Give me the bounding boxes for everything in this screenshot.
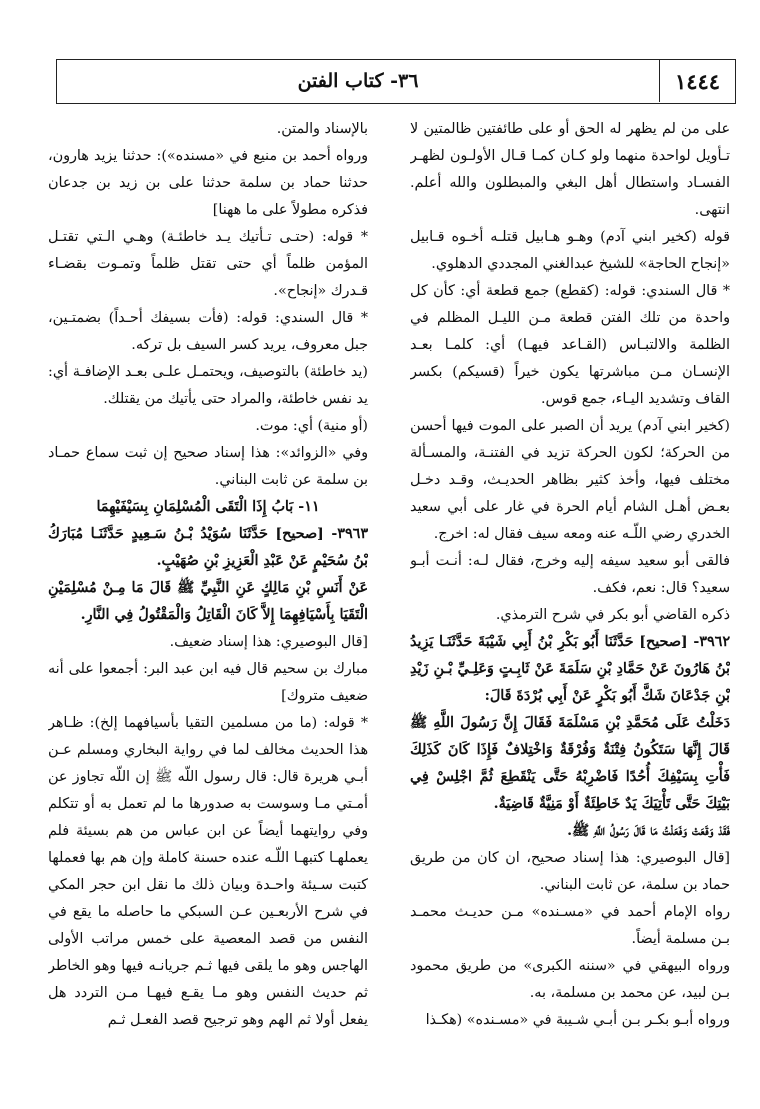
right-text-column (410, 116, 730, 1096)
hadith-isnad: ٣٩٦٢- [صحيح] حَدَّثَنَا أَبُو بَكْرِ بْنُ أَبِي شَيْبَةَ حَدَّثَنَـا يَزِيدُ بْنُ هَارُونَ عَنْ حَمَّادِ بْنِ سَلَمَةَ عَنْ ثَابِـتٍ وَعَلِـيِّ بْـنِ زَيْدِ بْنِ جَدْعَانَ شَكَّ أَبُو بَكْرٍ عَنْ أَبِي بُرْدَةَ قَالَ: (410, 634, 730, 704)
hadith-matn: فَقَدْ وَقَعَتْ وَفَعَلْتُ مَا قَالَ رَسُولُ اللَّهِ ﷺ. (567, 823, 730, 839)
paragraph: على من لم يظهر له الحق أو على طائفتين ظالمتين لا تـأويل لواحدة منهما ولو كـان كمـا قـال الأولـون لظهـر الفسـاد واستطال أهل البغي والمبطلون والله أعلم. انتهى. (410, 121, 730, 218)
section-heading: ١١- بَابُ إِذَا الْتَقَى الْمُسْلِمَانِ بِسَيْفَيْهِمَا (96, 499, 320, 515)
paragraph: * قوله: (ما من مسلمين التقيا بأسيافهما إلخ): ظـاهر هذا الحديث مخالف لما في رواية البخاري ومسلم عـن أبـي هريرة قال: قال رسول اللّه ﷺ إن اللّه تجاوز عن أمـتي مـا وسوست به صدورها ما لم تعمل به أو تتكلم وفي روايتهما أيضاً عن ابن عباس من هم بسيئة فلم يعملهـا كتبهـا اللّـه عنده حسنة كاملة وإن هم بها فعملها كتبت سـيئة واحـدة وبيان ذلك ما نقل ابن حجر المكي في شرح الأربعـين عـن السبكي ما حاصله ما يقع في النفس من قصد المعصية على خمس مراتب الأولى الهاجس وهو ما يلقى فيها ثـم جريانـه فيها وهو الخاطر ثم حديث النفس وهو مـا يقـع فيهـا مـن التردد هل يفعل أولا ثم الهم وهو ترجيح قصد الفعـل ثـم (48, 715, 368, 1028)
left-text-column (48, 116, 368, 1096)
paragraph: (كخير ابني آدم) يريد أن الصبر على الموت فيها أحسن من الحركة؛ لكون الحركة تزيد في الفتنـة، والمسـألة مختلف فيها، وأخذ كثير بظاهر الحديـث، وقـد دخـل بعـض أهـل الشام أيام الحرة في غار على أبي سعيد الخدري رضي اللّـه عنه ومعه سيف فقال له: اخرج. (410, 418, 730, 542)
paragraph: مبارك بن سحيم قال فيه ابن عبد البر: أجمعوا على أنه ضعيف متروك] (48, 661, 368, 704)
page-header (56, 59, 736, 104)
paragraph: (أو منية) أي: موت. (255, 418, 368, 434)
paragraph: ورواه أبـو بكـر بـن أبـي شـيبة في «مسـنده» (هكـذا (425, 1012, 730, 1028)
paragraph: ذكره القاضي أبو بكر في شرح الترمذي. (495, 607, 730, 623)
paragraph: [قال البوصيري: هذا إسناد ضعيف. (169, 634, 368, 650)
paragraph: (يد خاطئة) بالتوصيف، ويحتمـل علـى بعـد الإضافـة أي: يد نفس خاطئة، والمراد حتى يأتيك من يقتلك. (48, 364, 368, 407)
paragraph: * قال السندي: قوله: (فأت بسيفك أحـداً) بضمتـين، جبل معروف، يريد كسر السيف بل تركه. (48, 310, 368, 353)
paragraph: * قوله: (حتـى تـأتيك يـد خاطئـة) وهـي الـتي تقتـل المؤمن ظلماً أي حتى تقتل ظلماً وتمـوت بقضـاء قـدرك «إنجاح». (48, 229, 368, 299)
paragraph: ورواه البيهقي في «سننه الكبرى» من طريق محمود بـن لبيد، عن محمد بن مسلمة، به. (410, 958, 730, 1001)
paragraph: قوله (كخير ابني آدم) وهـو هـابيل قتلـه أخـوه قـابيل «إنجاح الحاجة» للشيخ عبدالغني المجددي الدهلوي. (410, 229, 730, 272)
paragraph: وفي «الزوائد»: هذا إسناد صحيح إن ثبت سماع حمـاد بن سلمة عن ثابت البناني. (48, 445, 368, 488)
paragraph: [قال البوصيري: هذا إسناد صحيح، ان كان من طريق حماد بن سلمة، عن ثابت البناني. (410, 850, 730, 893)
paragraph: ورواه أحمد بن منيع في «مسنده»): حدثنا يزيد هارون، حدثنا حماد بن سلمة حدثنا على بن زيد بن جدعان فذكره مطولاً على ما ههنا] (48, 148, 368, 218)
page-number: ١٤٤٤ (659, 60, 735, 102)
paragraph: فالقى أبو سعيد سيفه إليه وخرج، فقال لـه: أنـت أبـو سعيد؟ قال: نعم، فكف. (410, 553, 730, 596)
paragraph: بالإسناد والمتن. (276, 121, 368, 137)
paragraph: رواه الإمام أحمد في «مسـنده» مـن حديـث محمـد بـن مسلمة أيضاً. (410, 904, 730, 947)
hadith-matn: عَنْ أَنَسِ بْنِ مَالِكٍ عَنِ النَّبِيِّ ﷺ قَالَ مَا مِـنْ مُسْلِمَيْنِ الْتَقَيَا بِأَسْيَافِهِمَا إِلاَّ كَانَ الْقَاتِلُ وَالْمَقْتُولُ فِي النَّارِ. (48, 580, 368, 623)
hadith-matn: دَخَلْتُ عَلَى مُحَمَّدِ بْنِ مَسْلَمَةَ فَقَالَ إِنَّ رَسُولَ اللَّهِ ﷺ قَالَ إِنَّهَا سَتَكُونُ فِتْنَةٌ وَفُرْقَةٌ وَاخْتِلافٌ فَإِذَا كَانَ كَذَلِكَ فَأْتِ بِسَيْفِكَ أُحُدًا فَاضْرِبْهُ حَتَّى يَنْقَطِعَ ثُمَّ اجْلِسْ فِي بَيْتِكَ حَتَّى تَأْتِيَكَ يَدٌ خَاطِئَةٌ أَوْ مَنِيَّةٌ قَاضِيَةٌ. (410, 715, 730, 812)
chapter-title: ٣٦- كتاب الفتن (297, 70, 419, 92)
paragraph: * قال السندي: قوله: (كقطع) جمع قطعة أي: كأن كل واحدة من تلك الفتن قطعة مـن الليـل المظلم في الظلمة والالتبـاس (القـاعد فيهـا) أي: كلمـا بعـد الإنسـان مـن مباشرتها يكون خيراً (قسيكم) بكسر القاف وتشديد اليـاء، جمع قوس. (410, 283, 730, 407)
hadith-isnad: ٣٩٦٣- [صحيح] حَدَّثَنَا سُوَيْدُ بْـنُ سَـعِيدٍ حَدَّثَنَـا مُبَارَكُ بْنُ سُحَيْمٍ عَنْ عَبْدِ الْعَزِيزِ بْنِ صُهَيْبٍ. (48, 526, 368, 569)
